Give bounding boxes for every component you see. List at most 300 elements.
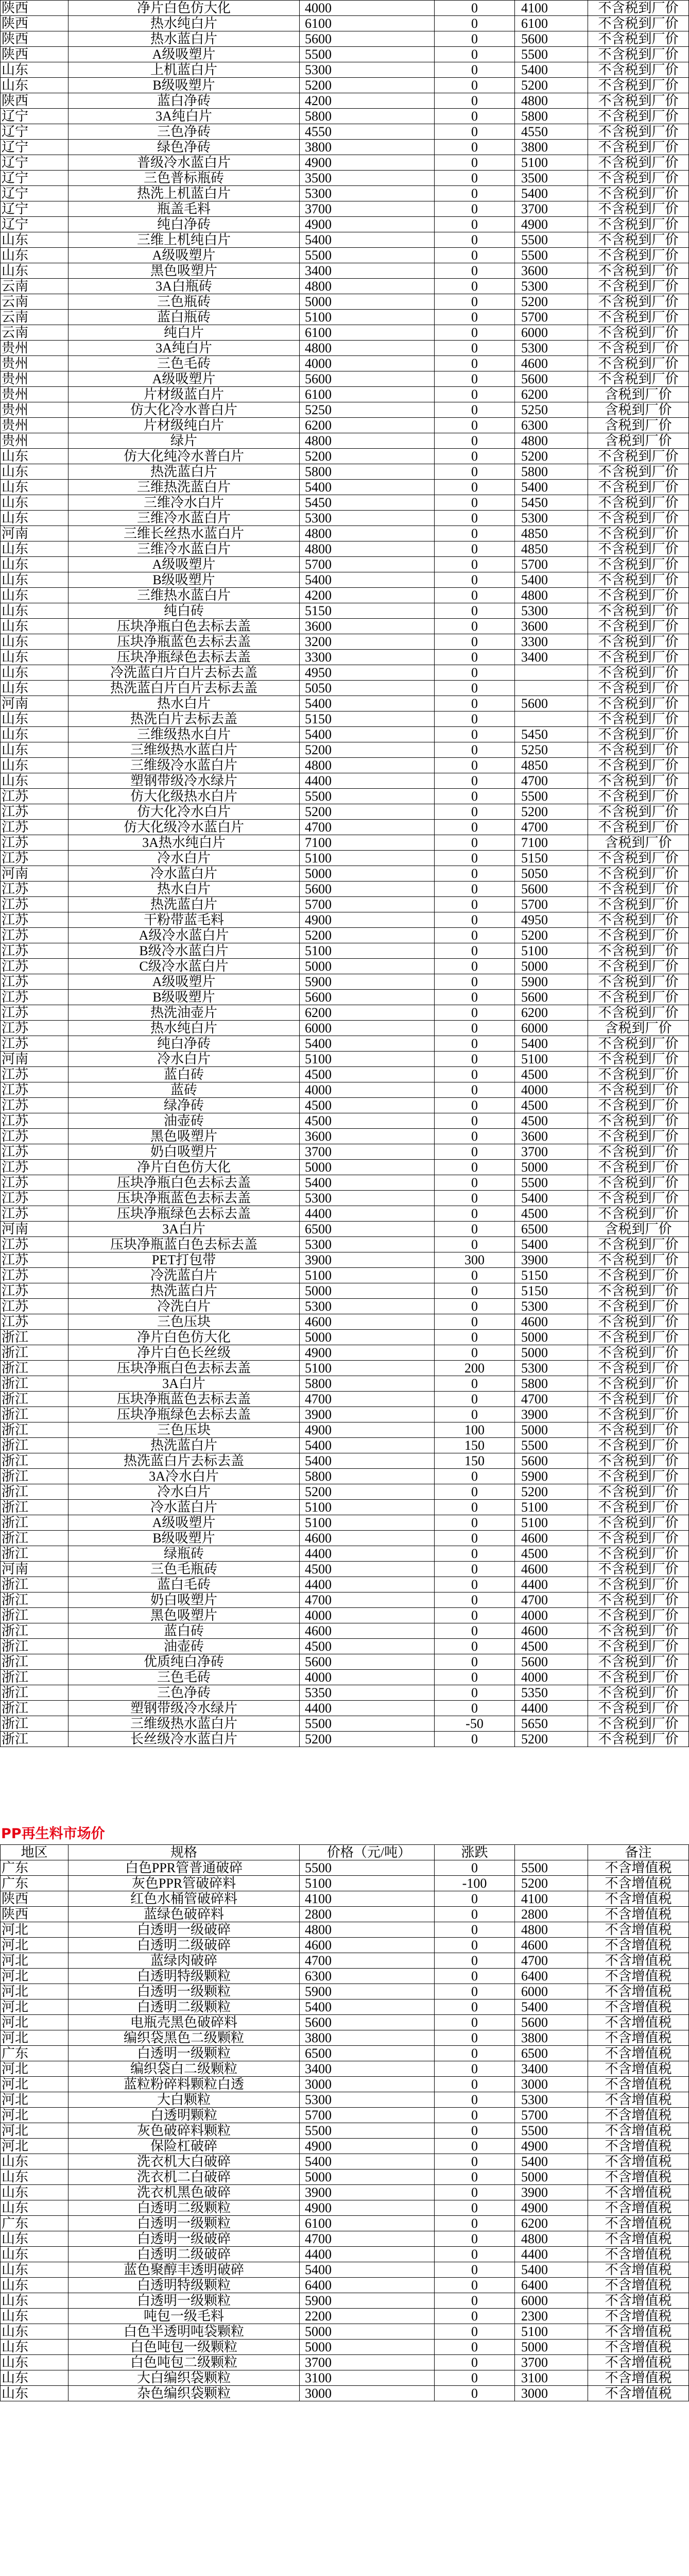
change-cell: 0 [435,943,515,959]
region-cell: 河北 [1,2077,68,2092]
region-cell: 云南 [1,279,68,294]
spec-cell: 灰色PPR管破碎料 [68,1876,300,1891]
region-cell: 浙江 [1,1438,68,1453]
change-cell: 0 [435,882,515,897]
price-cell: 5100 [300,1361,435,1376]
price-cell: 5100 [300,943,435,959]
change-cell: 0 [435,1654,515,1670]
note-cell: 不含税到厂价 [588,1546,689,1562]
price2-cell: 4850 [515,541,588,557]
price2-cell: 5300 [515,1299,588,1314]
region-cell: 山东 [1,619,68,634]
price-cell: 4400 [300,1206,435,1222]
price-cell: 3500 [300,171,435,186]
spec-cell: 奶白吸塑片 [68,1144,300,1160]
note-cell: 不含税到厂价 [588,696,689,711]
note-cell: 不含税到厂价 [588,1592,689,1608]
region-cell: 河北 [1,1938,68,1953]
table-row [1,1330,689,1345]
spec-cell: 蓝白砖 [68,1623,300,1639]
price-cell: 4900 [300,2200,435,2216]
change-cell: 0 [435,1984,515,1999]
table-row [1,943,689,959]
note-cell: 不含税到厂价 [588,341,689,356]
table-row [1,1175,689,1191]
table-row [1,402,689,418]
table-row [1,820,689,835]
pp-header-row [1,1845,689,1860]
price2-cell: 6200 [515,1005,588,1021]
change-cell: 0 [435,2231,515,2247]
table-row [1,1392,689,1407]
spec-cell: 热水蓝白片 [68,31,300,47]
price-cell: 3900 [300,2185,435,2200]
price-cell: 5400 [300,727,435,742]
spec-cell: 绿色净砖 [68,140,300,155]
price-cell: 4200 [300,588,435,603]
price2-cell: 5150 [515,851,588,866]
spec-cell: 三色普标瓶砖 [68,171,300,186]
table-row [1,1999,689,2015]
change-cell: 0 [435,526,515,541]
table-row [1,773,689,789]
table-row [1,449,689,464]
note-cell: 不含增值税 [588,1891,689,1907]
region-cell: 河南 [1,1562,68,1577]
price-cell: 5200 [300,1484,435,1500]
change-cell: 0 [435,93,515,109]
price2-cell: 2800 [515,1907,588,1922]
region-cell: 浙江 [1,1592,68,1608]
price2-cell: 6500 [515,2046,588,2061]
region-cell: 江苏 [1,1283,68,1299]
spec-cell: 片材级纯白片 [68,418,300,433]
price2-cell: 5400 [515,1036,588,1052]
spec-cell: A级吸塑片 [68,248,300,263]
table-row [1,2123,689,2139]
price-cell: 5400 [300,1999,435,2015]
region-cell: 江苏 [1,1299,68,1314]
price2-cell: 5100 [515,155,588,171]
spec-cell: 仿大化纯冷水普白片 [68,449,300,464]
region-cell: 贵州 [1,402,68,418]
price2-cell: 4550 [515,124,588,140]
change-cell: 0 [435,619,515,634]
change-cell: 0 [435,897,515,912]
change-cell: 0 [435,511,515,526]
change-cell: 0 [435,1376,515,1392]
spec-cell: 塑钢带级冷水绿片 [68,1701,300,1716]
change-cell: 0 [435,681,515,696]
price-cell: 5400 [300,232,435,248]
change-cell: 0 [435,758,515,773]
note-cell: 不含税到厂价 [588,140,689,155]
region-cell: 浙江 [1,1515,68,1531]
price2-cell: 5100 [515,2324,588,2340]
price2-cell: 5600 [515,990,588,1005]
table-row [1,387,689,402]
price-cell: 5000 [300,2170,435,2185]
note-cell: 不含税到厂价 [588,1670,689,1685]
spec-cell: 洗衣机二白破碎 [68,2170,300,2185]
price2-cell: 6100 [515,16,588,31]
change-cell: 0 [435,356,515,371]
note-cell: 不含税到厂价 [588,897,689,912]
note-cell: 不含税到厂价 [588,1160,689,1175]
note-cell: 不含增值税 [588,2061,689,2077]
change-cell: 0 [435,1113,515,1129]
note-cell: 不含税到厂价 [588,866,689,882]
note-cell: 不含增值税 [588,2170,689,2185]
table-row [1,325,689,341]
spec-cell: 三维级热水蓝白片 [68,1716,300,1732]
price2-cell: 5200 [515,1876,588,1891]
change-cell: 0 [435,1144,515,1160]
note-cell: 不含税到厂价 [588,124,689,140]
price2-cell: 3400 [515,2061,588,2077]
spec-cell: 编织袋黑色二级颗粒 [68,2030,300,2046]
change-cell: 300 [435,1252,515,1268]
price-cell: 4600 [300,1314,435,1330]
spec-cell: 红色水桶管破碎料 [68,1891,300,1907]
note-cell: 不含税到厂价 [588,1531,689,1546]
change-cell: 0 [435,789,515,804]
spec-cell: 白色吨包一级颗粒 [68,2340,300,2355]
price2-cell: 4800 [515,588,588,603]
change-cell: 0 [435,124,515,140]
spec-cell: 三维长丝热水蓝白片 [68,526,300,541]
price2-cell: 4800 [515,433,588,449]
change-cell: 0 [435,2139,515,2154]
price2-cell: 4500 [515,1113,588,1129]
price2-cell: 5000 [515,1345,588,1361]
price2-cell: 5400 [515,2154,588,2170]
price-cell: 5600 [300,1654,435,1670]
price-cell: 5000 [300,866,435,882]
region-cell: 河北 [1,2061,68,2077]
spec-cell: 压块净瓶白色去标去盖 [68,1175,300,1191]
change-cell: 0 [435,1052,515,1067]
price-cell: 4800 [300,526,435,541]
change-cell: 0 [435,1,515,16]
price-cell: 4600 [300,1531,435,1546]
price2-cell: 4100 [515,1891,588,1907]
note-cell: 不含增值税 [588,1999,689,2015]
change-cell: 0 [435,1299,515,1314]
table-row [1,371,689,387]
note-cell: 不含税到厂价 [588,804,689,820]
change-cell: 0 [435,2185,515,2200]
table-row [1,1252,689,1268]
region-cell: 浙江 [1,1392,68,1407]
table-row [1,789,689,804]
table-row [1,279,689,294]
price-cell: 3300 [300,650,435,665]
spec-cell: 三色毛砖 [68,356,300,371]
spec-cell: 净片白色长丝级 [68,1345,300,1361]
change-cell: 0 [435,727,515,742]
price2-cell: 5300 [515,279,588,294]
price-cell: 5000 [300,2340,435,2355]
note-cell: 不含税到厂价 [588,1562,689,1577]
table-row [1,2015,689,2030]
price2-cell: 5500 [515,47,588,62]
change-cell: 0 [435,2324,515,2340]
region-cell: 河北 [1,1969,68,1984]
region-cell: 贵州 [1,341,68,356]
change-cell: 0 [435,928,515,943]
price2-cell: 5000 [515,1330,588,1345]
note-cell: 不含税到厂价 [588,928,689,943]
change-cell: 0 [435,634,515,650]
spec-cell: 三色压块 [68,1314,300,1330]
table-row [1,294,689,310]
spec-cell: 热洗蓝白片去标去盖 [68,1453,300,1469]
region-cell: 江苏 [1,1098,68,1113]
price2-cell: 5000 [515,2340,588,2355]
change-cell: 0 [435,310,515,325]
spec-cell: 三维冷水蓝白片 [68,541,300,557]
note-cell: 不含税到厂价 [588,603,689,619]
note-cell: 含税到厂价 [588,433,689,449]
table-row [1,1922,689,1938]
change-cell: 0 [435,341,515,356]
price2-cell: 3900 [515,1252,588,1268]
price2-cell: 4600 [515,1531,588,1546]
change-cell: 0 [435,1531,515,1546]
spec-cell: 三维冷水蓝白片 [68,511,300,526]
price2-cell: 5400 [515,1999,588,2015]
spec-cell: 三色净砖 [68,124,300,140]
region-cell: 江苏 [1,820,68,835]
table-row [1,1969,689,1984]
spec-cell: 白透明一级破碎 [68,2231,300,2247]
price-cell: 5150 [300,603,435,619]
region-cell: 浙江 [1,1639,68,1654]
region-cell: 河南 [1,866,68,882]
header-spec: 规格 [68,1845,300,1860]
region-cell: 江苏 [1,1175,68,1191]
price-cell: 4500 [300,1113,435,1129]
change-cell: 0 [435,696,515,711]
price-cell: 4550 [300,124,435,140]
price2-cell: 5350 [515,1685,588,1701]
table-row [1,2293,689,2309]
table-row [1,541,689,557]
table-row [1,804,689,820]
price-cell: 5600 [300,2015,435,2030]
price-cell: 5100 [300,1268,435,1283]
change-cell: 0 [435,78,515,93]
price2-cell: 5500 [515,1438,588,1453]
price-cell: 5300 [300,62,435,78]
price2-cell: 4500 [515,1098,588,1113]
note-cell: 不含税到厂价 [588,526,689,541]
table-row [1,634,689,650]
change-cell: 0 [435,1639,515,1654]
change-cell: 0 [435,742,515,758]
pet-price-table-body [1,1,689,1747]
price-cell: 5400 [300,696,435,711]
price2-cell: 4950 [515,912,588,928]
price2-cell: 4500 [515,1546,588,1562]
price-cell: 4400 [300,2247,435,2262]
table-row [1,418,689,433]
spec-cell: 3A白片 [68,1222,300,1237]
note-cell: 不含增值税 [588,2015,689,2030]
price2-cell: 5800 [515,109,588,124]
region-cell: 江苏 [1,959,68,974]
change-cell: 0 [435,1191,515,1206]
spec-cell: B级吸塑片 [68,572,300,588]
price-cell: 6400 [300,2278,435,2293]
table-row [1,2247,689,2262]
note-cell: 不含税到厂价 [588,248,689,263]
region-cell: 陕西 [1,1,68,16]
price-cell: 3700 [300,201,435,217]
change-cell: 0 [435,557,515,572]
price-cell: 5450 [300,495,435,511]
price-cell: 5000 [300,2324,435,2340]
note-cell: 不含税到厂价 [588,1701,689,1716]
price2-cell: 4500 [515,1639,588,1654]
table-row [1,990,689,1005]
price-cell: 4200 [300,93,435,109]
table-row [1,2370,689,2386]
spec-cell: 油壶砖 [68,1639,300,1654]
region-cell: 山东 [1,2185,68,2200]
table-row [1,557,689,572]
price2-cell: 4700 [515,1592,588,1608]
change-cell: 0 [435,1314,515,1330]
spec-cell: 3A纯白片 [68,341,300,356]
change-cell: 0 [435,912,515,928]
change-cell: 100 [435,1422,515,1438]
change-cell: 0 [435,1330,515,1345]
spec-cell: 三维冷水白片 [68,495,300,511]
price2-cell: 4700 [515,773,588,789]
region-cell: 山东 [1,2247,68,2262]
price2-cell: 3900 [515,2185,588,2200]
note-cell: 不含税到厂价 [588,1422,689,1438]
change-cell: 0 [435,402,515,418]
table-row [1,1299,689,1314]
note-cell: 不含增值税 [588,2108,689,2123]
region-cell: 浙江 [1,1407,68,1422]
change-cell: 0 [435,1082,515,1098]
price-cell: 4000 [300,1670,435,1685]
price-cell: 4950 [300,665,435,681]
price2-cell: 5300 [515,511,588,526]
price-cell: 5200 [300,928,435,943]
note-cell: 不含税到厂价 [588,1484,689,1500]
note-cell: 不含税到厂价 [588,557,689,572]
price-cell: 5050 [300,681,435,696]
price2-cell: 4700 [515,820,588,835]
spec-cell: 吨包一级毛料 [68,2309,300,2324]
price-cell: 5100 [300,851,435,866]
change-cell: 0 [435,155,515,171]
table-row [1,1469,689,1484]
change-cell: 0 [435,2370,515,2386]
spec-cell: 冷水白片 [68,851,300,866]
table-row [1,201,689,217]
note-cell: 不含税到厂价 [588,1469,689,1484]
price2-cell: 5200 [515,1484,588,1500]
price2-cell: 6000 [515,1984,588,1999]
region-cell: 江苏 [1,990,68,1005]
note-cell: 不含税到厂价 [588,541,689,557]
spec-cell: 白透明特级颗粒 [68,2278,300,2293]
region-cell: 江苏 [1,851,68,866]
table-row [1,758,689,773]
price-cell: 4000 [300,1608,435,1623]
table-row [1,1268,689,1283]
price-cell: 4100 [300,1891,435,1907]
table-row [1,2092,689,2108]
change-cell: 0 [435,1098,515,1113]
spec-cell: A级吸塑片 [68,47,300,62]
note-cell: 不含税到厂价 [588,1036,689,1052]
spec-cell: 白色PPR管普通破碎 [68,1860,300,1876]
price2-cell [515,711,588,727]
note-cell: 不含税到厂价 [588,1129,689,1144]
region-cell: 山东 [1,665,68,681]
note-cell: 不含增值税 [588,1953,689,1969]
price-cell: 3600 [300,1129,435,1144]
region-cell: 浙江 [1,1685,68,1701]
region-cell: 浙江 [1,1670,68,1685]
region-cell: 山东 [1,588,68,603]
spec-cell: 纯白砖 [68,603,300,619]
table-row [1,1283,689,1299]
change-cell: 0 [435,804,515,820]
spec-cell: 蓝白瓶砖 [68,310,300,325]
change-cell: 0 [435,495,515,511]
price2-cell: 5800 [515,1376,588,1392]
price-cell: 5100 [300,1500,435,1515]
spec-cell: 仿大化级热水白片 [68,789,300,804]
spec-cell: 绿净砖 [68,1098,300,1113]
note-cell: 不含税到厂价 [588,742,689,758]
change-cell: 0 [435,2015,515,2030]
note-cell: 不含税到厂价 [588,1268,689,1283]
price-cell: 6500 [300,1222,435,1237]
price-cell: 5400 [300,1453,435,1469]
table-row [1,511,689,526]
spec-cell: 纯白净砖 [68,217,300,232]
table-row [1,866,689,882]
price-cell: 6300 [300,1969,435,1984]
region-cell: 河南 [1,1222,68,1237]
price2-cell: 4600 [515,1562,588,1577]
note-cell: 不含税到厂价 [588,1144,689,1160]
region-cell: 河北 [1,1984,68,1999]
table-row [1,1685,689,1701]
price-cell: 7100 [300,835,435,851]
region-cell: 辽宁 [1,217,68,232]
region-cell: 山东 [1,263,68,279]
table-row [1,2309,689,2324]
table-row [1,433,689,449]
note-cell: 不含增值税 [588,2139,689,2154]
note-cell: 不含税到厂价 [588,279,689,294]
price2-cell: 4850 [515,758,588,773]
change-cell: 0 [435,959,515,974]
change-cell: 0 [435,2355,515,2370]
region-cell: 山东 [1,232,68,248]
price2-cell: 5500 [515,2123,588,2139]
